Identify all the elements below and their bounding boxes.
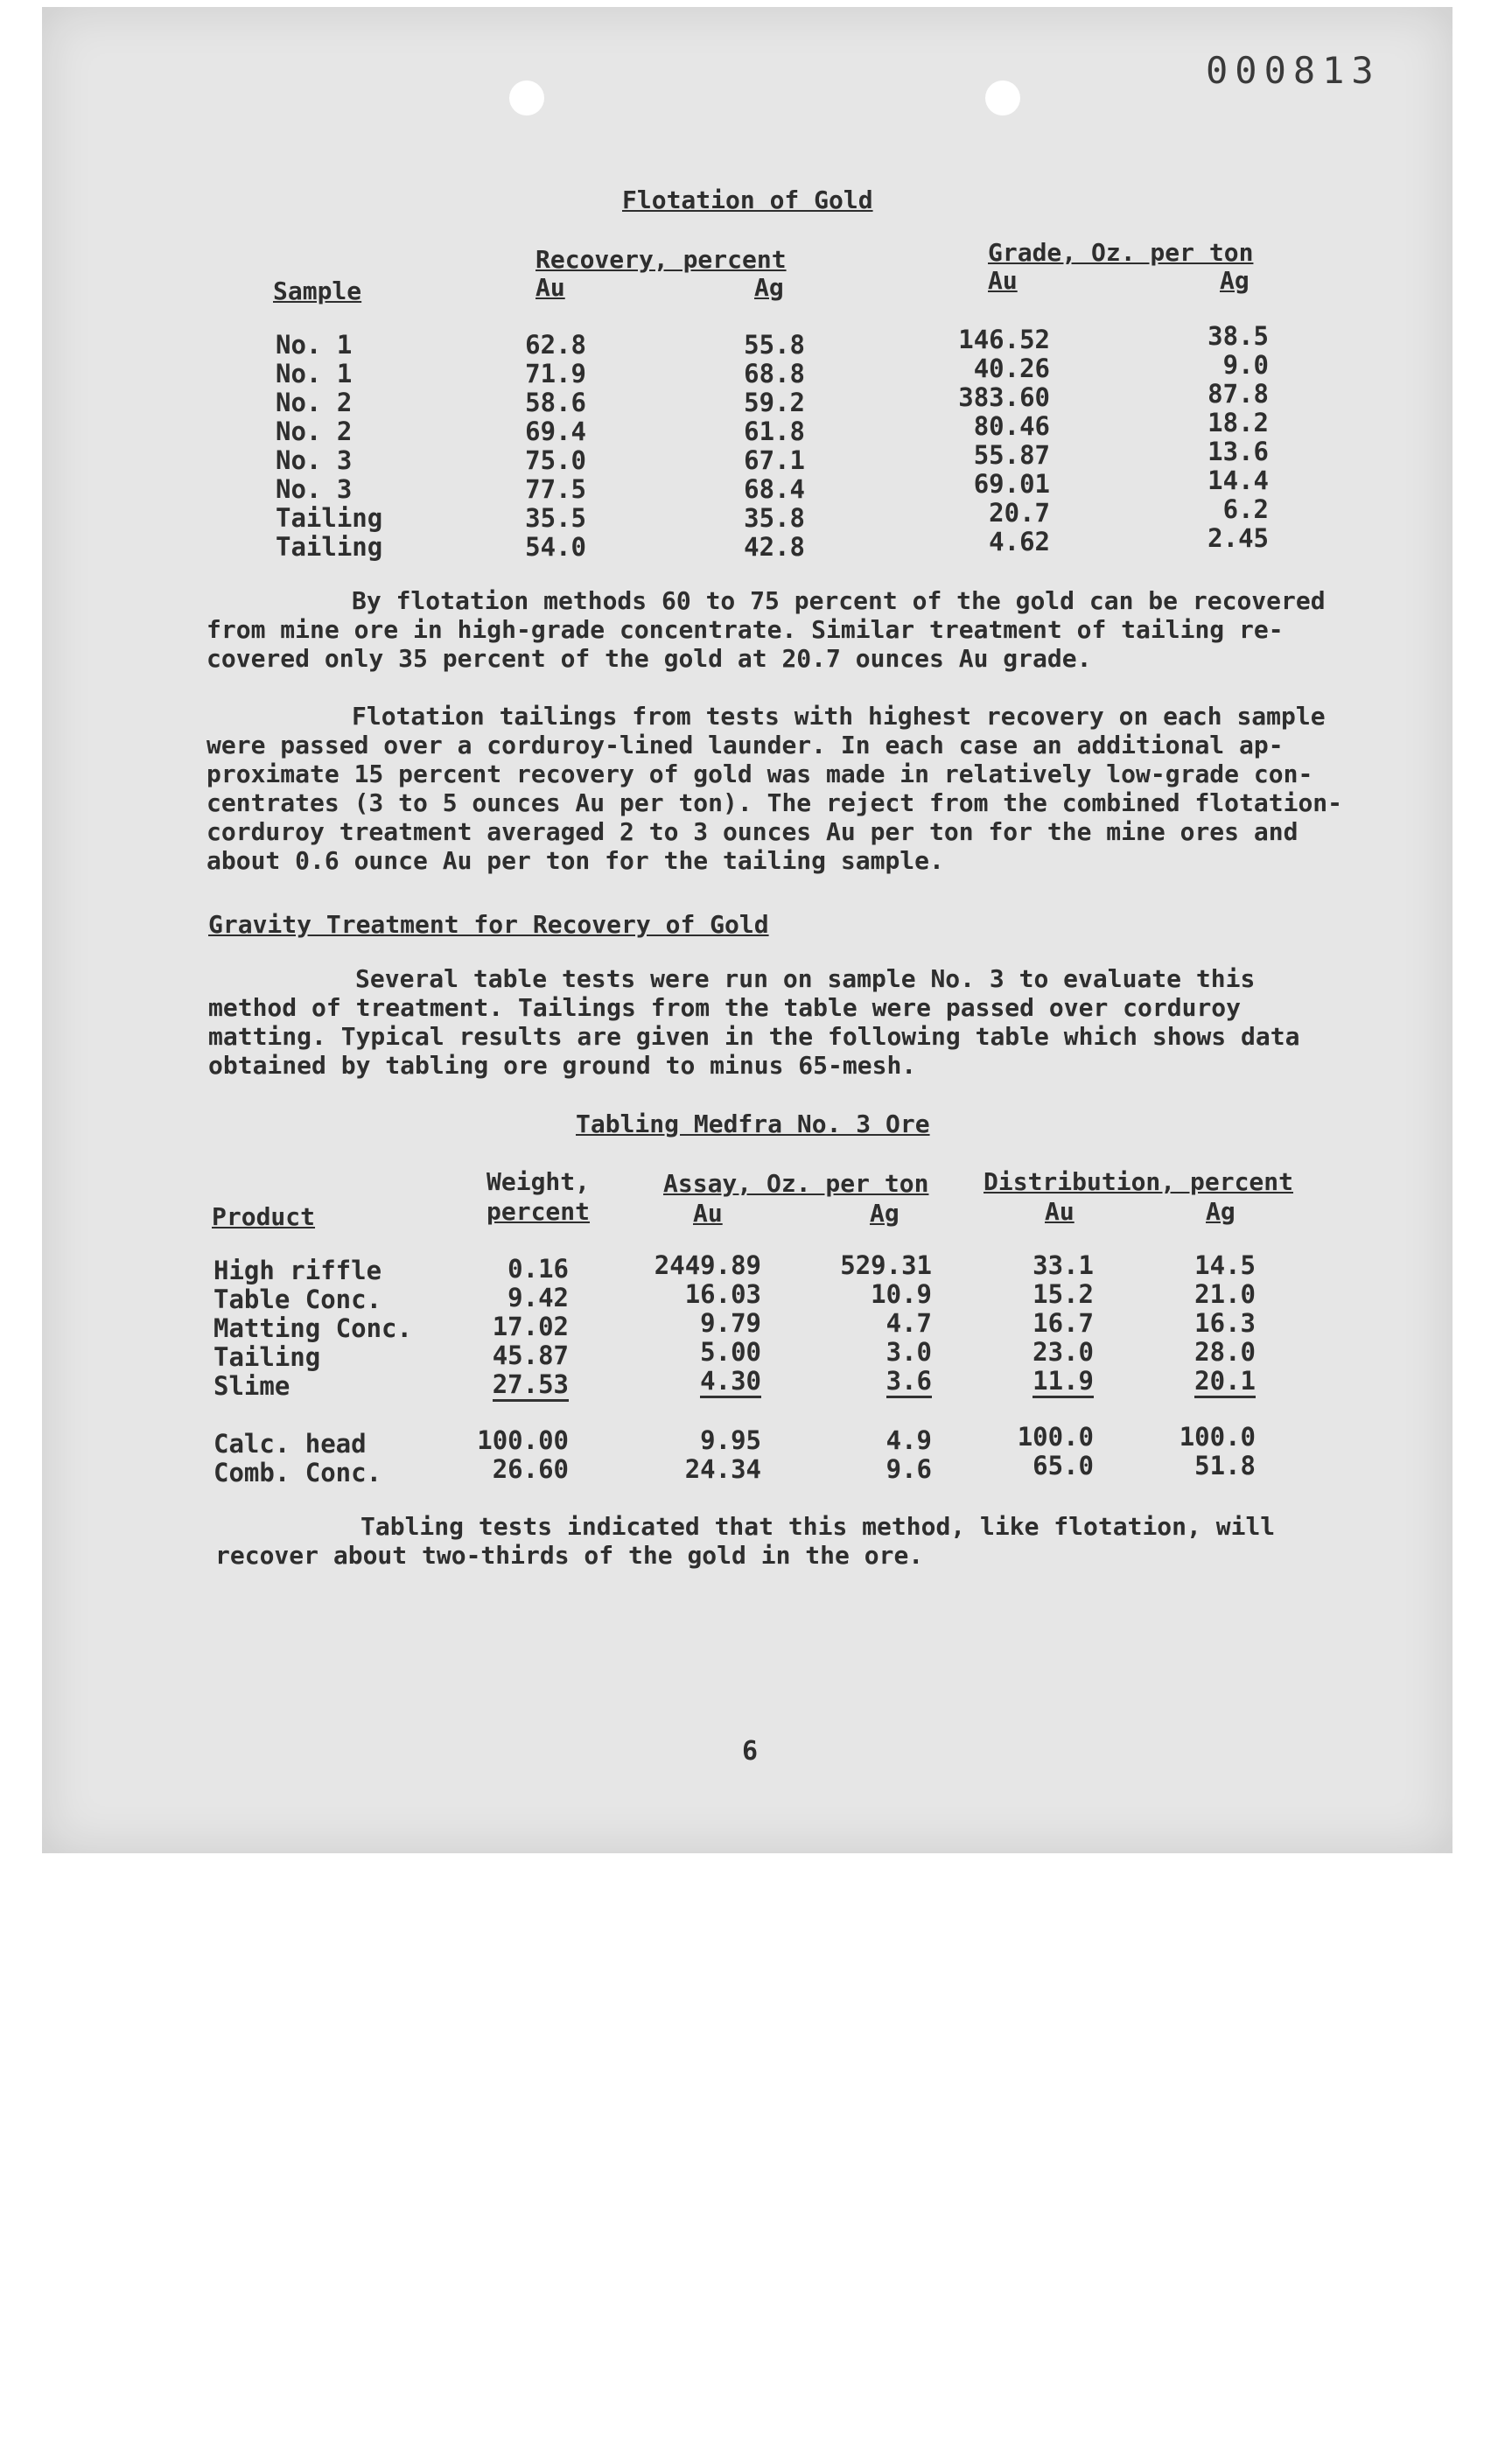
totals-dist-ag-cell: 51.8 — [1194, 1451, 1256, 1480]
totals-label-cell: Comb. Conc. — [214, 1458, 382, 1488]
assay-au-cell: 4.30 — [639, 1367, 761, 1396]
text-line: Several table tests were run on sample No. 3 to evaluate this — [355, 964, 1256, 993]
grade-ag-cell: 38.5 — [1208, 321, 1269, 351]
distribution-header: Distribution, percent — [984, 1167, 1294, 1196]
assay-ag-cell: 4.7 — [886, 1308, 932, 1338]
text-line: By flotation methods 60 to 75 percent of the gold can be recovered — [352, 586, 1326, 615]
grade-ag-cell: 9.0 — [1222, 350, 1269, 380]
paragraph-flotation-tailings — [206, 702, 1342, 875]
dist-au-cell: 15.2 — [1032, 1279, 1094, 1309]
recovery-au-cell: 58.6 — [525, 388, 586, 417]
totals-dist-au-column — [998, 1423, 1094, 1480]
totals-assay-au-column — [639, 1426, 761, 1484]
text-line: from mine ore in high-grade concentrate. Similar treatment of tailing re- — [206, 615, 1284, 644]
product-cell: Matting Conc. — [214, 1313, 412, 1343]
totals-label-column — [214, 1430, 382, 1488]
text-line: Flotation tailings from tests with highest recovery on each sample — [352, 702, 1326, 731]
punch-hole — [985, 80, 1020, 116]
sample-cell: No. 3 — [276, 474, 353, 504]
grade-ag-cell: 6.2 — [1222, 494, 1269, 524]
totals-assay-ag-cell: 4.9 — [886, 1425, 932, 1455]
totals-dist-au-cell: 65.0 — [1032, 1451, 1094, 1480]
text-line: about 0.6 ounce Au per ton for the tailing sample. — [206, 846, 944, 875]
product-cell: Slime — [214, 1371, 290, 1401]
weight-header-line1: Weight, — [486, 1167, 591, 1196]
text-line: Tabling tests indicated that this method, like flotation, will — [360, 1512, 1276, 1541]
text-line: covered only 35 percent of the gold at 20.7 ounces Au grade. — [206, 644, 1092, 673]
dist-au-header: Au — [1045, 1197, 1074, 1226]
recovery-ag-cell: 42.8 — [744, 532, 805, 562]
dist-ag-header: Ag — [1206, 1197, 1236, 1226]
text-line: proximate 15 percent recovery of gold was made in relatively low-grade con- — [206, 760, 1313, 788]
sample-cell: Tailing — [276, 503, 383, 533]
product-cell: Table Conc. — [214, 1284, 382, 1314]
grade-au-cell: 69.01 — [973, 469, 1050, 499]
grade-au-column — [945, 326, 1050, 556]
gravity-section-heading: Gravity Treatment for Recovery of Gold — [208, 910, 769, 939]
totals-dist-ag-column — [1155, 1423, 1256, 1480]
sample-header: Sample — [273, 276, 362, 305]
assay-au-cell: 16.03 — [684, 1279, 761, 1309]
text-line: centrates (3 to 5 ounces Au per ton). The reject from the combined flotation- — [206, 788, 1343, 817]
text-line: method of treatment. Tailings from the table were passed over corduroy — [208, 993, 1242, 1022]
text-line: matting. Typical results are given in the following table which shows data — [208, 1022, 1300, 1051]
text-line: corduroy treatment averaged 2 to 3 ounces Au per ton for the mine ores and — [206, 817, 1298, 846]
totals-assay-au-cell: 9.95 — [700, 1425, 761, 1455]
assay-ag-column — [831, 1251, 932, 1396]
assay-ag-header: Ag — [870, 1199, 900, 1228]
recovery-au-column — [490, 331, 586, 562]
weight-cell: 27.53 — [472, 1370, 569, 1399]
weight-column — [472, 1255, 569, 1399]
dist-ag-cell: 20.1 — [1155, 1367, 1256, 1396]
weight-cell: 17.02 — [492, 1312, 569, 1341]
grade-au-header: Au — [988, 266, 1018, 295]
sample-cell: No. 2 — [276, 388, 353, 417]
grade-au-cell: 146.52 — [958, 325, 1050, 354]
grade-au-cell: 383.60 — [958, 382, 1050, 412]
recovery-ag-cell: 67.1 — [744, 445, 805, 475]
document-number: 000813 — [1206, 49, 1381, 92]
dist-au-cell: 16.7 — [1032, 1308, 1094, 1338]
dist-ag-cell: 28.0 — [1194, 1337, 1256, 1367]
assay-au-header: Au — [693, 1199, 723, 1228]
sample-cell: No. 1 — [276, 359, 353, 388]
assay-au-cell: 5.00 — [700, 1337, 761, 1367]
weight-cell: 0.16 — [508, 1254, 569, 1284]
text-line: were passed over a corduroy-lined launder. In each case an additional ap- — [206, 731, 1284, 760]
dist-ag-cell: 21.0 — [1194, 1279, 1256, 1309]
page-number: 6 — [742, 1736, 759, 1767]
sample-column — [276, 331, 382, 562]
sample-cell: No. 2 — [276, 416, 353, 446]
product-column — [214, 1256, 412, 1401]
recovery-au-header: Au — [536, 273, 565, 302]
assay-header: Assay, Oz. per ton — [663, 1169, 929, 1198]
totals-assay-ag-column — [831, 1426, 932, 1484]
paragraph-flotation-results — [206, 586, 1326, 673]
text-line: obtained by tabling ore ground to minus 65-mesh. — [208, 1051, 917, 1080]
assay-au-cell: 2449.89 — [654, 1250, 761, 1280]
product-cell: Tailing — [214, 1342, 321, 1372]
paragraph-gravity — [208, 964, 1299, 1080]
totals-dist-ag-cell: 100.0 — [1179, 1422, 1256, 1452]
assay-ag-cell: 3.6 — [831, 1367, 932, 1396]
punch-hole — [509, 80, 544, 116]
dist-ag-column — [1155, 1251, 1256, 1396]
grade-au-cell: 40.26 — [973, 354, 1050, 383]
recovery-au-cell: 54.0 — [525, 532, 586, 562]
paragraph-tabling-conclusion — [215, 1512, 1275, 1570]
recovery-ag-cell: 61.8 — [744, 416, 805, 446]
grade-ag-header: Ag — [1220, 266, 1250, 295]
grade-ag-cell: 13.6 — [1208, 437, 1269, 466]
totals-weight-column — [472, 1426, 569, 1484]
totals-assay-au-cell: 24.34 — [684, 1454, 761, 1484]
dist-au-cell: 23.0 — [1032, 1337, 1094, 1367]
grade-au-cell: 4.62 — [989, 527, 1050, 556]
sample-cell: No. 3 — [276, 445, 353, 475]
recovery-ag-cell: 55.8 — [744, 330, 805, 360]
recovery-ag-cell: 59.2 — [744, 388, 805, 417]
recovery-header: Recovery, percent — [536, 245, 787, 274]
totals-label-cell: Calc. head — [214, 1429, 367, 1459]
assay-au-column — [639, 1251, 761, 1396]
product-cell: High riffle — [214, 1256, 382, 1285]
grade-header: Grade, Oz. per ton — [988, 238, 1254, 267]
recovery-au-cell: 75.0 — [525, 445, 586, 475]
recovery-au-cell: 62.8 — [525, 330, 586, 360]
weight-header-line2: percent — [486, 1197, 591, 1226]
tabling-table-title: Tabling Medfra No. 3 Ore — [576, 1110, 930, 1138]
weight-cell: 45.87 — [492, 1340, 569, 1370]
totals-dist-au-cell: 100.0 — [1017, 1422, 1094, 1452]
sample-cell: No. 1 — [276, 330, 353, 360]
recovery-ag-cell: 35.8 — [744, 503, 805, 533]
grade-ag-cell: 14.4 — [1208, 466, 1269, 495]
text-line: recover about two-thirds of the gold in the ore. — [215, 1541, 924, 1570]
recovery-au-cell: 77.5 — [525, 474, 586, 504]
totals-weight-cell: 26.60 — [492, 1454, 569, 1484]
weight-cell: 9.42 — [508, 1283, 569, 1312]
grade-ag-cell: 2.45 — [1208, 523, 1269, 553]
dist-au-cell: 11.9 — [998, 1367, 1094, 1396]
product-header: Product — [212, 1202, 316, 1231]
grade-ag-cell: 18.2 — [1208, 408, 1269, 438]
assay-ag-cell: 3.0 — [886, 1337, 932, 1367]
sample-cell: Tailing — [276, 532, 383, 562]
recovery-ag-header: Ag — [754, 273, 784, 302]
recovery-au-cell: 69.4 — [525, 416, 586, 446]
recovery-ag-cell: 68.4 — [744, 474, 805, 504]
assay-ag-cell: 10.9 — [871, 1279, 932, 1309]
dist-ag-cell: 16.3 — [1194, 1308, 1256, 1338]
grade-au-cell: 80.46 — [973, 411, 1050, 441]
totals-assay-ag-cell: 9.6 — [886, 1454, 932, 1484]
recovery-au-cell: 35.5 — [525, 503, 586, 533]
flotation-table-title: Flotation of Gold — [622, 186, 873, 214]
dist-au-cell: 33.1 — [1032, 1250, 1094, 1280]
assay-au-cell: 9.79 — [700, 1308, 761, 1338]
grade-au-cell: 20.7 — [989, 498, 1050, 528]
dist-ag-cell: 14.5 — [1194, 1250, 1256, 1280]
recovery-au-cell: 71.9 — [525, 359, 586, 388]
grade-au-cell: 55.87 — [973, 440, 1050, 470]
recovery-ag-cell: 68.8 — [744, 359, 805, 388]
grade-ag-column — [1172, 322, 1269, 553]
totals-weight-cell: 100.00 — [477, 1425, 569, 1455]
assay-ag-cell: 529.31 — [840, 1250, 932, 1280]
dist-au-column — [998, 1251, 1094, 1396]
recovery-ag-column — [709, 331, 805, 562]
grade-ag-cell: 87.8 — [1208, 379, 1269, 409]
